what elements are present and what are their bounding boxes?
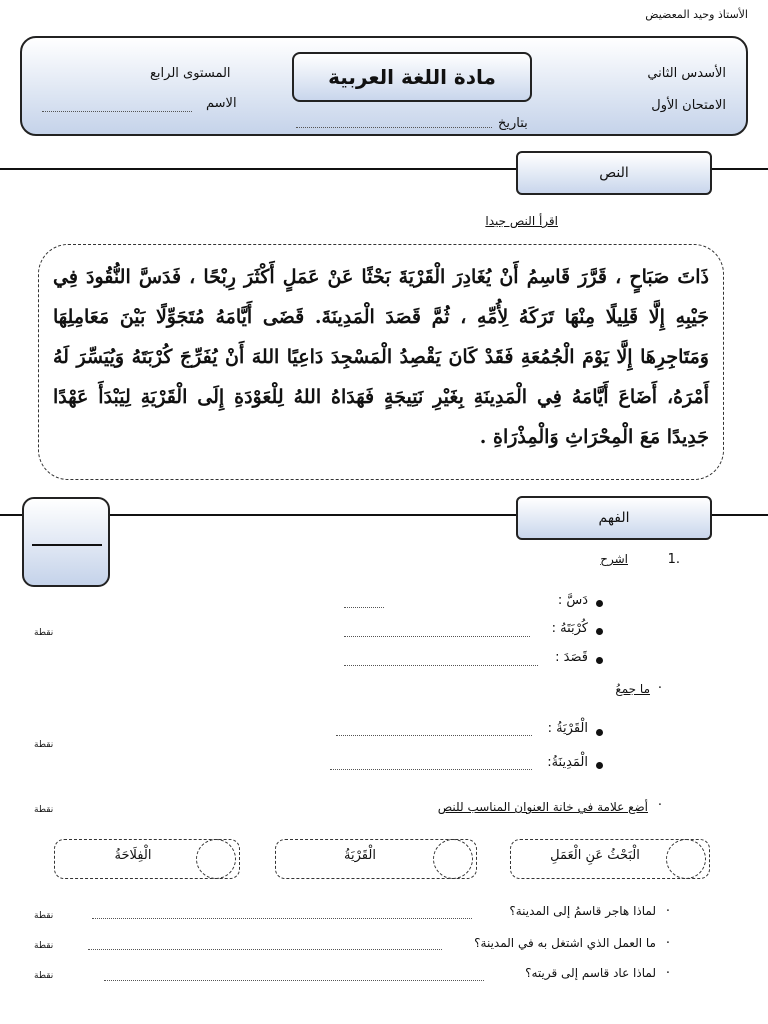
bullet-dot: · bbox=[665, 936, 670, 951]
grade-line bbox=[32, 544, 102, 546]
bullet-dot: · bbox=[665, 966, 670, 981]
date-field[interactable] bbox=[296, 126, 492, 128]
plural-label: ما جمعُ bbox=[615, 682, 650, 696]
answer-field[interactable] bbox=[88, 948, 442, 950]
points-label: نقطة bbox=[34, 971, 54, 981]
choice-checkbox[interactable] bbox=[196, 839, 236, 879]
bullet bbox=[596, 729, 603, 736]
name-label: الاسم bbox=[206, 96, 237, 111]
name-field[interactable] bbox=[42, 110, 192, 112]
question-text: لماذا هاجر قاسمُ إلى المدينة؟ bbox=[509, 904, 656, 918]
bullet bbox=[596, 657, 603, 664]
answer-field[interactable] bbox=[104, 979, 484, 981]
points-label: نقطة bbox=[34, 805, 54, 815]
points-label: نقطة bbox=[34, 740, 54, 750]
bullet-dot: · bbox=[665, 904, 670, 919]
reading-passage: ذَاتَ صَبَاحٍ ، قَرَّرَ قَاسِمُ أَنْ يُغَادِرَ الْقَرْيَةَ بَحْثًا عَنْ عَمَلٍ أَكْثَرَ رِبْحًا ، فَدَسَّ النُّقُودَ فِي جَيْبِهِ إِلَّا قَلِيلًا مِنْهَا تَرَكَهُ لِأُمِّهِ ، ثُمَّ قَصَدَ الْمَدِينَةَ. قَضَى أَيَّامَهُ مُتَجَوِّلًا بَيْنَ مَعَامِلِهَا وَمَتَاجِرِهَا إِلَّا يَوْمَ الْجُمُعَةِ فَقَدْ كَانَ يَقْصِدُ الْمَسْجِدَ دَاعِيًا اللهَ أَنْ يُفَرِّجَ كُرْبَتَهُ وَيُيَسِّرَ لَهُ أَمْرَهُ، أَضَاعَ أَيَّامَهُ فِي الْمَدِينَةِ بِغَيْرِ نَتِيجَةٍ فَهَدَاهُ اللهُ لِلْعَوْدَةِ إِلَى الْقَرْيَةِ لِيَبْدَأَ عَهْدًا جَدِيدًا مَعَ الْمِحْرَاثِ وَالْمِذْرَاةِ . bbox=[38, 244, 724, 480]
school-term-label: الأسدس الثاني bbox=[647, 66, 726, 81]
answer-field[interactable] bbox=[336, 734, 532, 736]
choice-label: الْبَحْثُ عَنِ الْعَمَلِ bbox=[550, 848, 640, 863]
tab-text: النص bbox=[516, 151, 712, 195]
subject-title: مادة اللغة العربية bbox=[292, 52, 532, 102]
grade-box bbox=[22, 497, 110, 587]
choice-label: الْفِلَاحَةُ bbox=[114, 848, 152, 863]
points-label: نقطة bbox=[34, 941, 54, 951]
item-label: قَصَدَ : bbox=[555, 650, 588, 665]
date-label: بتاريخ bbox=[498, 116, 528, 131]
answer-field[interactable] bbox=[330, 768, 532, 770]
item-label: الْقَرْيَةُ : bbox=[547, 721, 588, 736]
bullet bbox=[596, 600, 603, 607]
answer-field[interactable] bbox=[344, 635, 530, 637]
level-label: المستوى الرابع bbox=[150, 66, 231, 81]
choice-label: الْقَرْيَةُ bbox=[344, 848, 376, 863]
teacher-name: الأستاذ وحيد المعضيض bbox=[645, 8, 748, 21]
item-label: الْمَدِينَةُ: bbox=[547, 755, 588, 770]
bullet-dot: · bbox=[657, 798, 662, 813]
bullet-dot: · bbox=[657, 681, 662, 696]
item-label: كُرْبَتَهُ : bbox=[551, 621, 588, 636]
question-text: لماذا عاد قاسم إلى قريته؟ bbox=[525, 966, 656, 980]
tab-comprehension: الفهم bbox=[516, 496, 712, 540]
points-label: نقطة bbox=[34, 911, 54, 921]
choice-checkbox[interactable] bbox=[666, 839, 706, 879]
item-label: دَسَّ : bbox=[557, 593, 588, 608]
points-label: نقطة bbox=[34, 628, 54, 638]
question-text: ما العمل الذي اشتغل به في المدينة؟ bbox=[474, 936, 656, 950]
answer-field[interactable] bbox=[344, 664, 538, 666]
title-choice-instruction: أضع علامة في خانة العنوان المناسب للنص bbox=[437, 800, 648, 814]
bullet bbox=[596, 762, 603, 769]
choice-checkbox[interactable] bbox=[433, 839, 473, 879]
answer-field[interactable] bbox=[92, 917, 472, 919]
read-instruction: اقرأ النص جيدا bbox=[485, 214, 558, 228]
question-number: 1. bbox=[667, 552, 680, 567]
bullet bbox=[596, 628, 603, 635]
answer-field[interactable] bbox=[344, 606, 384, 608]
explain-label: اشرح bbox=[600, 552, 628, 566]
exam-label: الامتحان الأول bbox=[651, 98, 726, 113]
